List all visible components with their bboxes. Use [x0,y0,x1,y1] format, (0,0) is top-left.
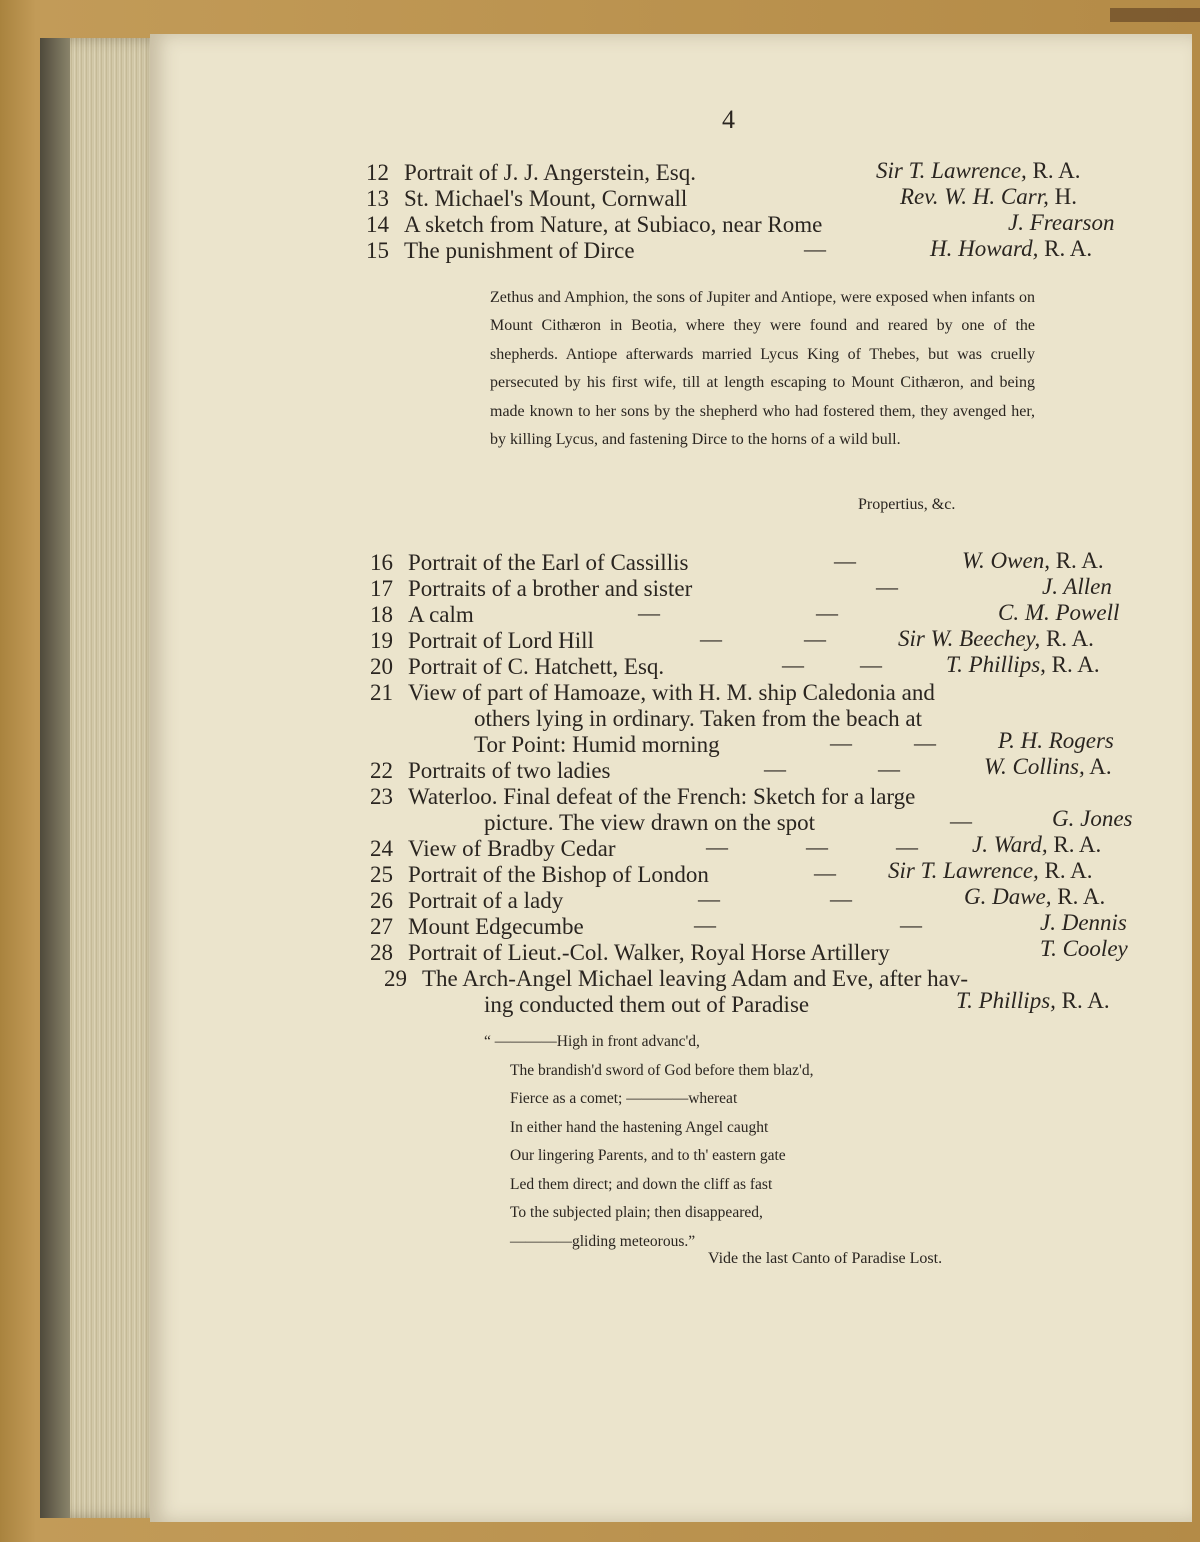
dash-separator: — [876,574,898,599]
entry-title: Portrait of the Bishop of London [408,862,709,887]
entry-13-artist [900,184,1077,210]
artist-suffix: R. A. [1051,652,1100,677]
entry-title: The Arch-Angel Michael leaving Adam and Eve, after hav- [422,966,969,991]
dash-separator: — [706,834,728,859]
entry-22-artist [984,754,1112,780]
artist-suffix: R. A. [1044,858,1093,883]
dirce-note: Zethus and Amphion, the sons of Jupiter and Antiope, were exposed when infants on Mount Cithæron in Beotia, where they were found and reared by one of the shepherds. Antiope afterwards married Lycus King of Thebes, but was cruelly persecuted by his first wife, till at length escaping to Mount Cithæron, and being made known to her sons by the shepherd who had fostered them, they avenged her, by killing Lycus, and fastening Dirce to the horns of a wild bull. [490,289,1035,449]
poem-line: “ ————High in front advanc'd, [484,1033,700,1050]
entry-title: Portrait of C. Hatchett, Esq. [408,654,665,679]
entry-21-cont: others lying in ordinary. Taken from the beach at [474,706,923,731]
entry-23-artist [1052,806,1132,832]
poem-line: In either hand the hastening Angel caught [510,1118,769,1136]
entry-title: View of part of Hamoaze, with H. M. ship Caledonia and [408,680,935,705]
entry-number: 24 [370,836,393,861]
dash-separator: — [896,834,918,859]
entry-number: 15 [366,238,389,263]
dash-separator: — [834,548,856,573]
artist-suffix: R. A. [1053,832,1102,857]
artist-name: J. Ward, [972,832,1048,857]
entry-number: 18 [370,602,393,627]
entry-21-cont: Tor Point: Humid morning [474,732,720,757]
entry-22 [370,758,611,784]
dash-separator: — [804,626,826,651]
dash-separator: — [804,236,826,261]
dash-separator: — [830,730,852,755]
entry-18-artist [998,600,1119,626]
artist-name: T. Cooley [1040,936,1128,961]
entry-number: 16 [370,550,393,575]
entry-17 [370,576,692,602]
entry-number: 26 [370,888,393,913]
page-edges-shadow [40,38,70,1518]
artist-name: W. Collins, [984,754,1085,779]
artist-suffix: R. A. [1032,158,1081,183]
entry-26-artist [964,884,1105,910]
dash-separator: — [900,912,922,937]
entry-number: 17 [370,576,393,601]
poem-source: Vide the last Canto of Paradise Lost. [708,1250,943,1267]
dash-separator: — [698,886,720,911]
artist-name: J. Allen [1042,574,1112,599]
entry-20 [370,654,664,680]
entry-number: 22 [370,758,393,783]
entry-14 [366,212,822,238]
dash-separator: — [860,652,882,677]
entry-title: View of Bradby Cedar [408,836,616,861]
entry-number: 19 [370,628,393,653]
artist-name: W. Owen, [962,548,1050,573]
entry-27 [370,914,584,940]
entry-number: 12 [366,160,389,185]
entry-number: 23 [370,784,393,809]
entry-26 [370,888,563,914]
artist-name: G. Jones [1052,806,1133,831]
entry-title: Portrait of J. J. Angerstein, Esq. [404,160,696,185]
entry-16-artist [962,548,1104,574]
dash-separator: — [700,626,722,651]
artist-suffix: A. [1089,754,1112,779]
artist-name: H. Howard, [930,236,1039,261]
dash-separator: — [914,730,936,755]
entry-25 [370,862,709,888]
dash-separator: — [878,756,900,781]
entry-title: A sketch from Nature, at Subiaco, near Rome [404,212,823,237]
poem-line: The brandish'd sword of God before them blaz'd, [510,1061,814,1079]
artist-suffix: R. A. [1061,988,1110,1013]
entry-title: St. Michael's Mount, Cornwall [404,186,688,211]
artist-suffix: R. A. [1044,236,1093,261]
entry-21-artist [998,728,1114,754]
entry-number: 21 [370,680,393,705]
poem-line: Our lingering Parents, and to th' eastern gate [510,1147,786,1164]
entry-title: Portraits of a brother and sister [408,576,693,601]
entry-24 [370,836,615,862]
entry-title: The punishment of Dirce [404,238,635,263]
entry-25-artist [888,858,1092,884]
entry-15 [366,238,635,264]
artist-name: J. Dennis [1040,910,1127,935]
entry-19-artist [898,626,1094,652]
entry-29 [384,966,968,992]
entry-12-artist [876,158,1080,184]
entry-number: 20 [370,654,393,679]
entry-28 [370,940,890,966]
entry-29-artist [956,988,1110,1014]
entry-21 [370,680,935,706]
paradise-lost-quote [484,1028,813,1256]
artist-name: Sir W. Beechey, [898,626,1041,651]
artist-name: Rev. W. H. Carr, [900,184,1049,209]
entry-13 [366,186,687,212]
dash-separator: — [694,912,716,937]
artist-suffix: R. A. [1045,626,1094,651]
entry-title: A calm [408,602,474,627]
dash-separator: — [764,756,786,781]
entry-16 [370,550,688,576]
entry-number: 13 [366,186,389,211]
dash-separator: — [950,808,972,833]
entry-23 [370,784,915,810]
entry-27-artist [1040,910,1127,936]
entry-18 [370,602,474,628]
entry-title: Waterloo. Final defeat of the French: Sketch for a large [408,784,916,809]
entry-28-artist [1040,936,1128,962]
dash-separator: — [830,886,852,911]
dash-separator: — [782,652,804,677]
dash-separator: — [638,600,660,625]
entry-17-artist [1042,574,1112,600]
artist-name: C. M. Powell [998,600,1120,625]
artist-suffix: R. A. [1055,548,1104,573]
artist-name: Sir T. Lawrence, [876,158,1027,183]
entry-19 [370,628,594,654]
artist-suffix: R. A. [1057,884,1106,909]
entry-number: 25 [370,862,393,887]
entry-number: 14 [366,212,389,237]
poem-line: Fierce as a comet; ————whereat [510,1090,738,1107]
artist-name: T. Phillips, [956,988,1056,1013]
entry-title: Mount Edgecumbe [408,914,584,939]
entry-number: 28 [370,940,393,965]
note-source: Propertius, &c. [858,496,956,513]
poem-line: To the subjected plain; then disappeared, [510,1204,763,1221]
entry-29-cont: ing conducted them out of Paradise [484,992,810,1017]
entry-title: Portrait of Lieut.-Col. Walker, Royal Horse Artillery [408,940,890,965]
entry-title: Portrait of a lady [408,888,564,913]
binding-mark [1110,8,1200,22]
entry-number: 27 [370,914,393,939]
dash-separator: — [816,600,838,625]
artist-name: P. H. Rogers [998,728,1114,753]
entry-number: 29 [384,966,407,991]
entry-15-artist [930,236,1092,262]
entry-12 [366,160,696,186]
artist-name: J. Frearson [1008,210,1115,235]
entry-23-cont: picture. The view drawn on the spot [484,810,816,835]
dash-separator: — [814,860,836,885]
artist-name: Sir T. Lawrence, [888,858,1039,883]
poem-line: ————gliding meteorous.” [510,1232,696,1250]
artist-suffix: H. [1054,184,1077,209]
dash-separator: — [806,834,828,859]
entry-14-artist [1008,210,1114,236]
entry-title: Portraits of two ladies [408,758,611,783]
artist-name: G. Dawe, [964,884,1052,909]
entry-20-artist [946,652,1100,678]
page-number: 4 [722,105,735,134]
artist-name: T. Phillips, [946,652,1046,677]
poem-line: Led them direct; and down the cliff as fast [510,1175,773,1193]
entry-title: Portrait of the Earl of Cassillis [408,550,689,575]
entry-24-artist [972,832,1101,858]
entry-title: Portrait of Lord Hill [408,628,594,653]
